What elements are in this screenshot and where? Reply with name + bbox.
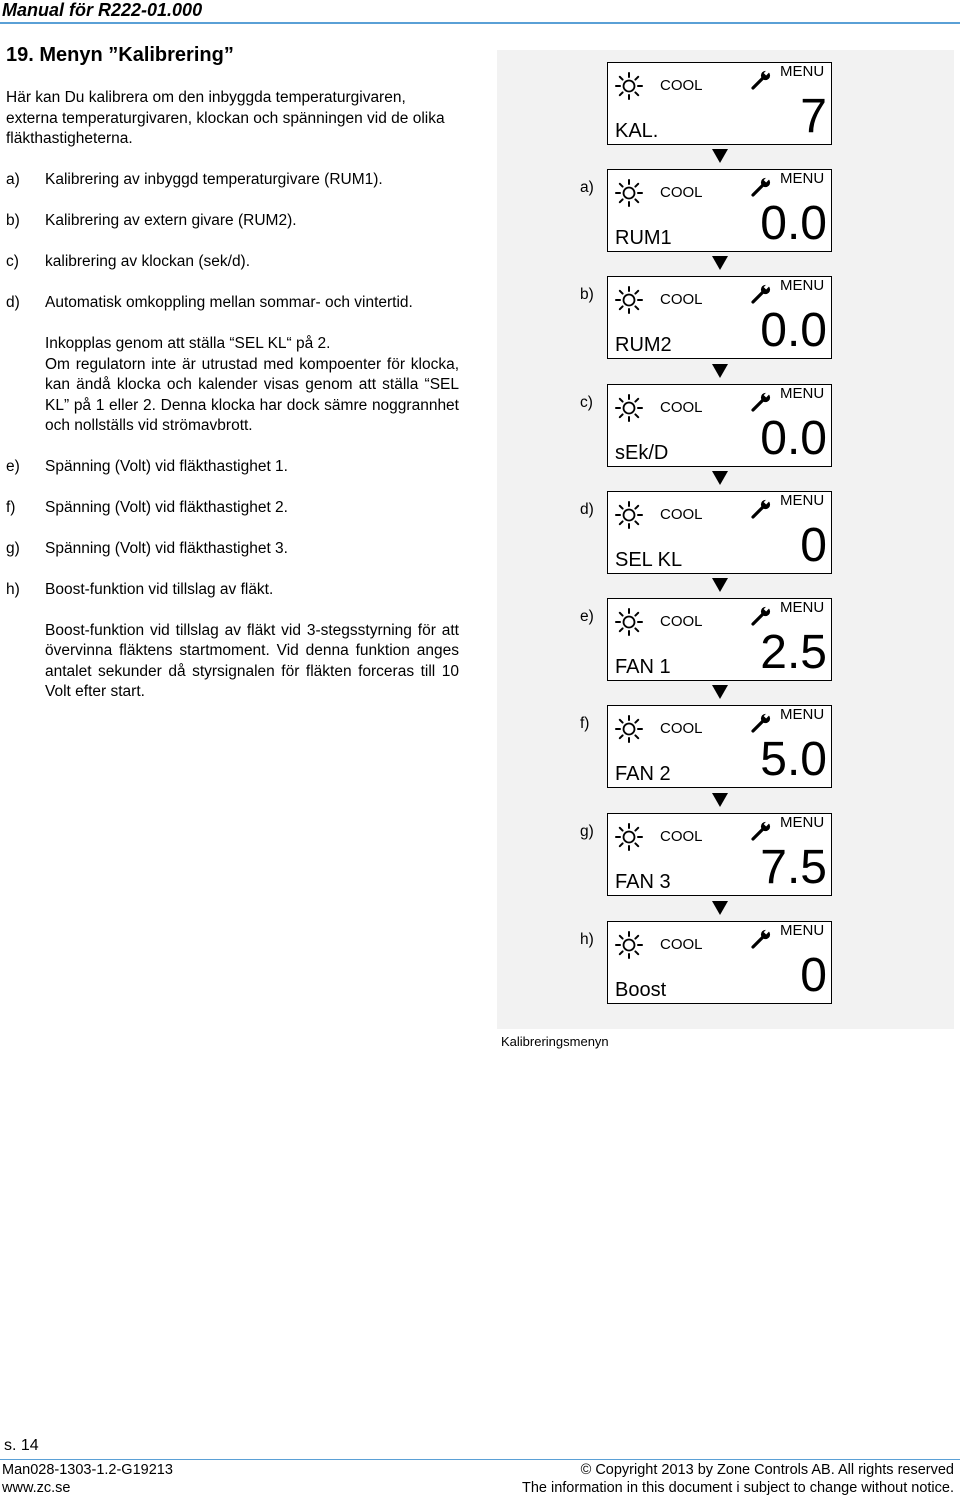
list-item-b [6,211,461,252]
mode-label: COOL [660,720,703,737]
lcd-display [607,384,832,467]
lcd-display [607,813,832,896]
parameter-name: FAN 1 [615,656,671,678]
lcd-display [607,276,832,359]
note-d-paragraph: Om regulatorn inte är utrustad med kompoenter för klocka, kan ändå klocka och kalender visas genom att ställa “SEL KL” på 1 eller 2. Denna klocka har dock sämre noggrannhet och nollställs vid strömavbrott. [45,355,459,434]
down-arrow-icon [712,471,728,485]
item-label: g) [6,539,20,557]
item-text: Automatisk omkoppling mellan sommar- och vintertid. [45,294,413,311]
sun-icon [614,178,644,208]
step-label: h) [580,931,594,948]
list-item-a [6,170,461,211]
sun-icon [614,607,644,637]
parameter-value: 0 [800,519,827,572]
item-label: b) [6,212,20,229]
item-text: kalibrering av klockan (sek/d). [45,253,251,270]
sun-icon [614,930,644,960]
list-item-g [6,539,461,580]
parameter-value: 0.0 [760,412,827,465]
note-d-line: Inkopplas genom att ställa “SEL KL“ på 2. [45,335,331,352]
step-label: e) [580,608,594,625]
mode-label: COOL [660,184,703,201]
down-arrow-icon [712,256,728,270]
section-title: 19. Menyn ”Kalibrering” [6,44,234,66]
mode-label: COOL [660,399,703,416]
menu-label: MENU [780,63,825,80]
parameter-value: 2.5 [760,626,827,679]
document-id: Man028-1303-1.2-G19213 [2,1462,173,1478]
item-label: d) [6,294,20,311]
lcd-display [607,598,832,681]
footer-divider [0,1459,960,1460]
parameter-name: Boost [615,979,667,1001]
step-label: g) [580,823,594,840]
website-link[interactable]: www.zc.se [2,1480,71,1496]
menu-label: MENU [780,277,825,294]
item-label: e) [6,457,20,475]
item-label: f) [6,498,16,516]
item-label: a) [6,171,20,188]
menu-label: MENU [780,599,825,616]
sun-icon [614,71,644,101]
list-item-d-notes [6,334,461,457]
wrench-icon [750,283,772,305]
lcd-display [607,169,832,252]
sun-icon [614,714,644,744]
list-item-h-notes [6,621,461,703]
step-label: b) [580,286,594,303]
parameter-name: SEL KL [615,549,683,571]
wrench-icon [750,605,772,627]
menu-label: MENU [780,170,825,187]
mode-label: COOL [660,506,703,523]
note-h-paragraph: Boost-funktion vid tillslag av fläkt vid 3-stegsstyrning för att övervinna fläktens startmoment. Vid denna funktion anges antalet sekunder då styrsignalen för fläkten forceras till 10 Volt efter start. [45,621,459,700]
wrench-icon [750,712,772,734]
list-item-f [6,498,461,539]
mode-label: COOL [660,936,703,953]
step-label: a) [580,179,594,196]
item-text: Kalibrering av extern givare (RUM2). [45,212,297,229]
item-text: Spänning (Volt) vid fläkthastighet 1. [45,457,288,475]
wrench-icon [750,498,772,520]
lcd-display [607,62,832,145]
wrench-icon [750,820,772,842]
item-text: Spänning (Volt) vid fläkthastighet 3. [45,539,288,557]
menu-label: MENU [780,922,825,939]
sun-icon [614,285,644,315]
list-item-c [6,252,461,293]
menu-label: MENU [780,385,825,402]
header-divider [0,22,960,24]
sun-icon [614,500,644,530]
parameter-name: FAN 3 [615,871,671,893]
parameter-name: sEk/D [615,442,669,464]
item-text: Kalibrering av inbyggd temperaturgivare (RUM1). [45,171,383,188]
copyright-text: © Copyright 2013 by Zone Controls AB. All rights reserved [580,1462,954,1478]
sun-icon [614,822,644,852]
list-item-d [6,293,461,334]
down-arrow-icon [712,149,728,163]
down-arrow-icon [712,364,728,378]
parameter-value: 7.5 [760,841,827,894]
mode-label: COOL [660,613,703,630]
down-arrow-icon [712,901,728,915]
list-item-h [6,580,461,621]
parameter-value: 0.0 [760,197,827,250]
item-label: h) [6,580,20,598]
lcd-display [607,705,832,788]
item-text: Spänning (Volt) vid fläkthastighet 2. [45,498,288,516]
parameter-value: 0 [800,949,827,1002]
document-title: Manual för R222-01.000 [2,0,203,20]
step-label: f) [580,715,590,732]
mode-label: COOL [660,828,703,845]
item-label: c) [6,253,19,270]
list-item-e [6,457,461,498]
step-label: c) [580,394,593,411]
step-label: d) [580,501,594,518]
figure-caption: Kalibreringsmenyn [501,1034,609,1049]
parameter-name: RUM1 [615,227,672,249]
wrench-icon [750,69,772,91]
wrench-icon [750,928,772,950]
down-arrow-icon [712,578,728,592]
wrench-icon [750,176,772,198]
page-number: s. 14 [4,1437,39,1454]
menu-label: MENU [780,492,825,509]
parameter-name: FAN 2 [615,763,671,785]
parameter-value: 5.0 [760,733,827,786]
mode-label: COOL [660,291,703,308]
mode-label: COOL [660,77,703,94]
lcd-display [607,921,832,1004]
wrench-icon [750,391,772,413]
sun-icon [614,393,644,423]
down-arrow-icon [712,685,728,699]
menu-label: MENU [780,814,825,831]
section-intro: Här kan Du kalibrera om den inbyggda temperaturgivaren, externa temperaturgivaren, klockan och spänningen vid de olika fläkthastigheterna. [6,89,445,147]
calibration-list [6,170,461,703]
notice-text: The information in this document i subject to change without notice. [521,1480,954,1496]
menu-label: MENU [780,706,825,723]
item-text: Boost-funktion vid tillslag av fläkt. [45,580,274,598]
lcd-display [607,491,832,574]
parameter-value: 0.0 [760,304,827,357]
down-arrow-icon [712,793,728,807]
parameter-value: 7 [800,90,827,143]
parameter-name: RUM2 [615,334,672,356]
parameter-name: KAL. [615,120,659,142]
